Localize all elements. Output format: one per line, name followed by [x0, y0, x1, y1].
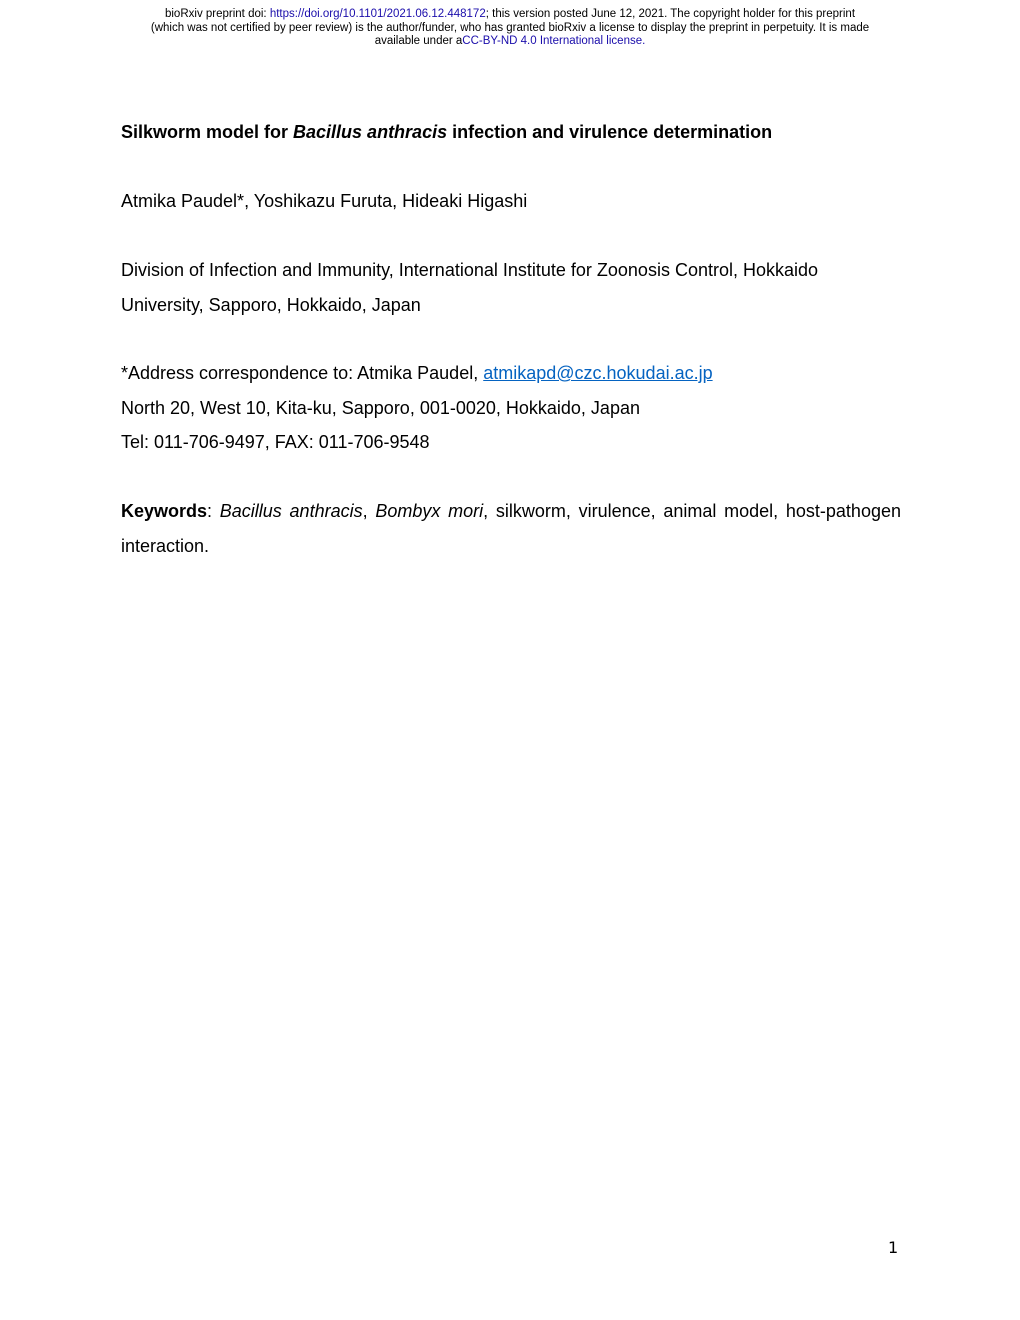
banner-line-3 [40, 35, 980, 49]
email-link[interactable]: atmikapd@czc.hokudai.ac.jp [483, 363, 713, 383]
doi-link[interactable]: https://doi.org/10.1101/2021.06.12.448172 [269, 8, 486, 20]
banner-license-suffix: . [642, 35, 646, 47]
correspondence-prefix: *Address correspondence to: Atmika Paudel, [121, 363, 484, 383]
affiliation: Division of Infection and Immunity, International Institute for Zoonosis Control, Hokkaido University, Sapporo, Hokkaido, Japan [121, 260, 819, 315]
author-list: Atmika Paudel*, Yoshikazu Furuta, Hideaki Higashi [121, 191, 528, 211]
keywords-block [121, 494, 901, 563]
correspondence-block [121, 356, 901, 460]
postal-address: North 20, West 10, Kita-ku, Sapporo, 001-0020, Hokkaido, Japan [121, 397, 640, 418]
title-species-name: Bacillus anthracis [293, 122, 448, 142]
license-link[interactable]: CC-BY-ND 4.0 International license [462, 35, 643, 47]
keywords-rest: , silkworm, virulence, animal model, host-pathogen interaction. [121, 501, 901, 556]
preprint-banner [40, 8, 980, 49]
phone-fax: Tel: 011-706-9497, FAX: 011-706-9548 [121, 432, 430, 452]
title-part-1: Silkworm model for [121, 122, 294, 142]
keywords-label: Keywords [121, 501, 208, 521]
keyword-bombyx: Bombyx mori [375, 501, 484, 521]
banner-posted-text: ; this version posted June 12, 2021. The copyright holder for this preprint [485, 8, 856, 20]
paper-title [121, 115, 901, 149]
banner-line-1 [40, 8, 980, 22]
banner-license-prefix: available under a [374, 35, 463, 47]
banner-doi-prefix: bioRxiv preprint doi: [164, 8, 270, 20]
title-part-3: infection and virulence determination [447, 122, 773, 142]
keyword-separator: , [362, 501, 376, 521]
page-number: 1 [888, 1238, 899, 1257]
keyword-bacillus: Bacillus anthracis [219, 501, 363, 521]
correspondence-line [121, 356, 901, 391]
keywords-colon: : [207, 501, 220, 521]
banner-line-2: (which was not certified by peer review) is the author/funder, who has granted bioRxiv a license to display the preprint in perpetuity. It is made [150, 21, 870, 34]
